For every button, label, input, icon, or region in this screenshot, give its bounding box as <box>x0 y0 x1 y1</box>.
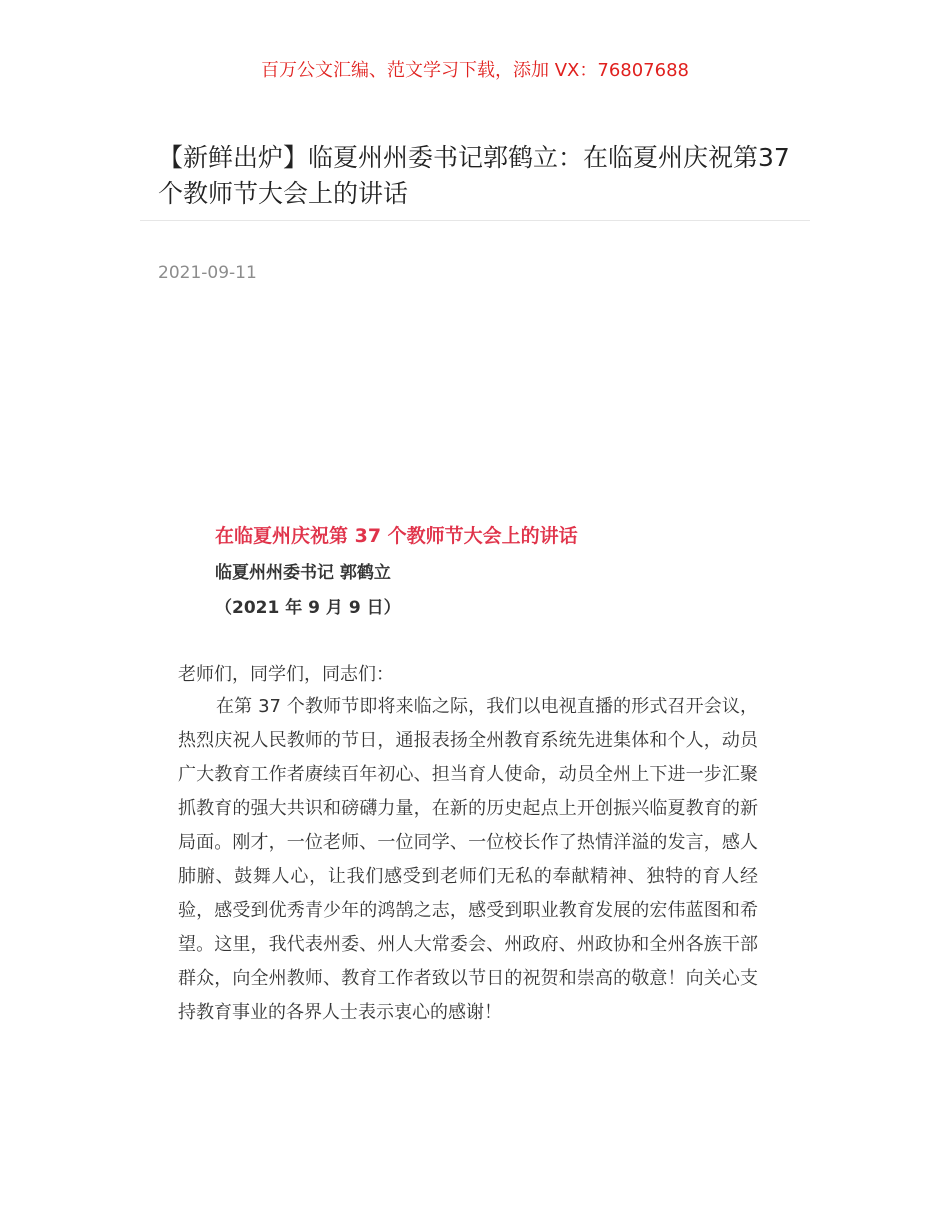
publish-date: 2021-09-11 <box>158 263 257 283</box>
speech-date: （2021 年 9 月 9 日） <box>215 598 401 618</box>
header-banner: 百万公文汇编、范文学习下载，添加 VX：76807688 <box>261 60 689 81</box>
title-divider <box>140 220 810 221</box>
salutation: 老师们，同学们，同志们： <box>178 664 394 685</box>
body-paragraph: 在第 37 个教师节即将来临之际，我们以电视直播的形式召开会议，热烈庆祝人民教师的节日，通报表扬全州教育系统先进集体和个人，动员广大教育工作者赓续百年初心、担当育人使命，动员全州上下进一步汇聚抓教育的强大共识和磅礴力量，在新的历史起点上开创振兴临夏教育的新局面。刚才，一位老师、一位同学、一位校长作了热情洋溢的发言，感人肺腑、鼓舞人心，让我们感受到老师们无私的奉献精神、独特的育人经验，感受到优秀青少年的鸿鹄之志，感受到职业教育发展的宏伟蓝图和希望。这里，我代表州委、州人大常委会、州政府、州政协和全州各族干部群众，向全州教师、教育工作者致以节日的祝贺和崇高的敬意！向关心支持教育事业的各界人士表示衷心的感谢！ <box>178 696 758 1023</box>
article-title: 【新鲜出炉】临夏州州委书记郭鹤立：在临夏州庆祝第37个教师节大会上的讲话 <box>158 143 790 208</box>
speaker-line: 临夏州州委书记 郭鹤立 <box>215 563 391 583</box>
speech-title: 在临夏州庆祝第 37 个教师节大会上的讲话 <box>215 525 578 547</box>
